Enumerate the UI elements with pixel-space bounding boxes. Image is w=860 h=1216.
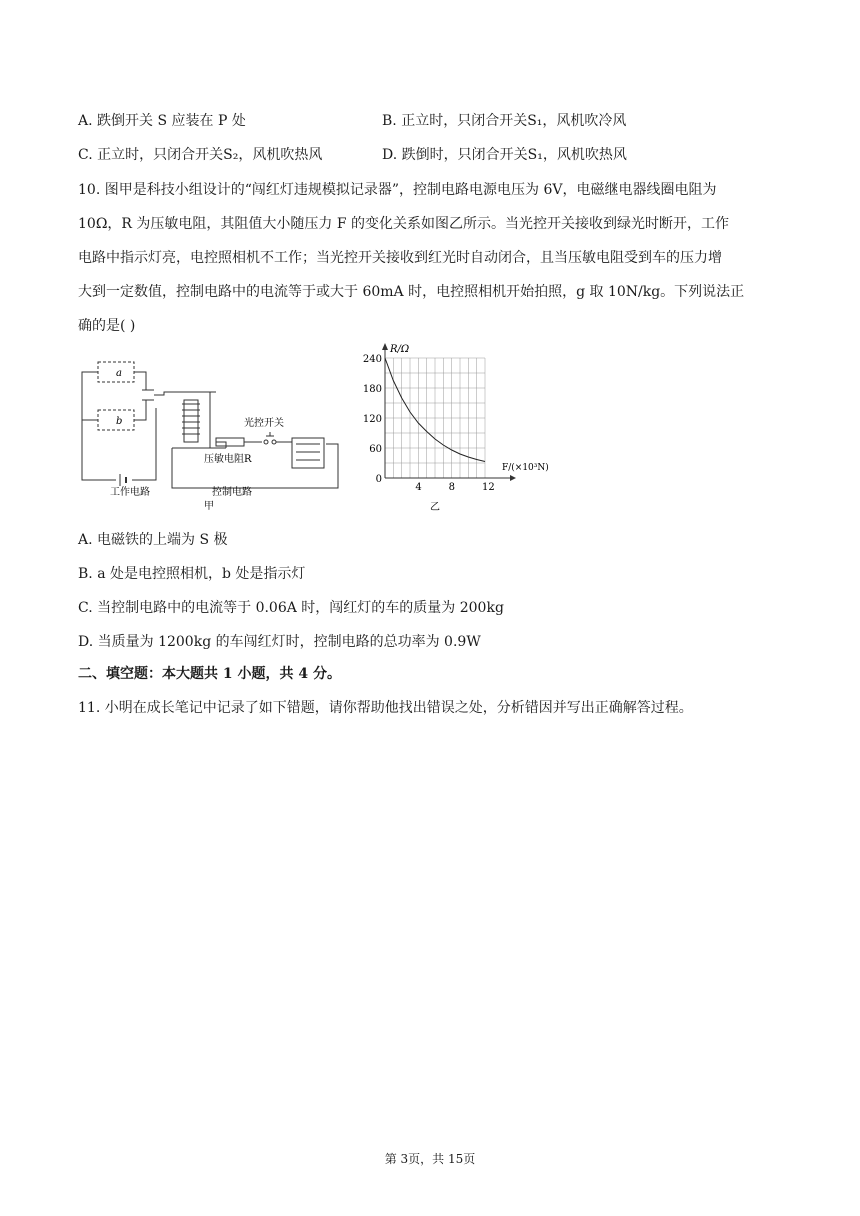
q10-line-3: 电路中指示灯亮，电控照相机不工作；当光控开关接收到红光时自动闭合，且当压敏电阻受到车的压力增 [78,250,722,266]
x-tick-label: 12 [482,482,495,493]
q10-option-c: C. 当控制电路中的电流等于 0.06A 时，闯红灯的车的质量为 200kg [78,600,504,616]
q10-line-4: 大到一定数值，控制电路中的电流等于或大于 60mA 时，电控照相机开始拍照，g 取 10N/kg。下列说法正 [78,284,745,300]
work-circuit-label: 工作电路 [110,487,150,498]
y-axis-label: R/Ω [390,344,410,355]
y-tick-label: 60 [369,444,382,455]
q10-line-2: 10Ω，R 为压敏电阻，其阻值大小随压力 F 的变化关系如图乙所示。当光控开关接收到绿光时断开，工作 [78,216,730,232]
q10-line-1: 10. 图甲是科技小组设计的“闯红灯违规模拟记录器”，控制电路电源电压为 6V，电磁继电器线圈电阻为 [78,182,717,198]
y-tick-label: 240 [362,354,382,365]
q10-option-d: D. 当质量为 1200kg 的车闯红灯时，控制电路的总功率为 0.9W [78,634,481,650]
resistor-label: 压敏电阻R [204,454,252,465]
work-wire-bottom [82,432,116,480]
section-heading: 二、填空题：本大题共 1 小题，共 4 分。 [78,666,341,682]
option-9d: D. 跌倒时，只闭合开关S₁，风机吹热风 [382,147,627,163]
page-footer: 第 3页，共 15页 [384,1152,476,1166]
box-b-label: b [116,416,123,427]
control-battery [292,438,324,468]
q10-option-b: B. a 处是电控照相机，b 处是指示灯 [78,566,306,582]
work-wire-left [82,372,98,432]
option-9c: C. 正立时，只闭合开关S₂，风机吹热风 [78,147,323,163]
q10-option-a: A. 电磁铁的上端为 S 极 [78,532,228,548]
y-tick-label: 180 [362,384,382,395]
work-wire-right [132,408,156,480]
figure-a-caption: 甲 [204,501,214,512]
circuit-diagram [76,352,346,512]
y-tick-label: 120 [362,414,382,425]
y-tick-label: 0 [375,474,382,485]
q10-line-5: 确的是( ) [78,318,136,334]
figure-b-caption: 乙 [430,502,440,513]
option-9b: B. 正立时，只闭合开关S₁，风机吹冷风 [382,113,627,129]
control-circuit-label: 控制电路 [212,487,252,498]
x-tick-label: 4 [415,482,422,493]
box-a-label: a [116,368,122,379]
option-9a: A. 跌倒开关 S 应装在 P 处 [78,113,246,129]
armature [154,392,216,395]
x-axis-label: F/(×10³N) [502,463,549,473]
resistance-force-chart [360,340,570,515]
y-axis-arrow [382,343,388,350]
switch-label: 光控开关 [244,418,284,429]
x-tick-label: 8 [448,482,456,493]
x-axis-arrow [510,475,516,481]
q11-text: 11. 小明在成长笔记中记录了如下错题，请你帮助他找出错误之处，分析错因并写出正确解答过程。 [78,700,693,716]
control-wire [172,444,338,488]
